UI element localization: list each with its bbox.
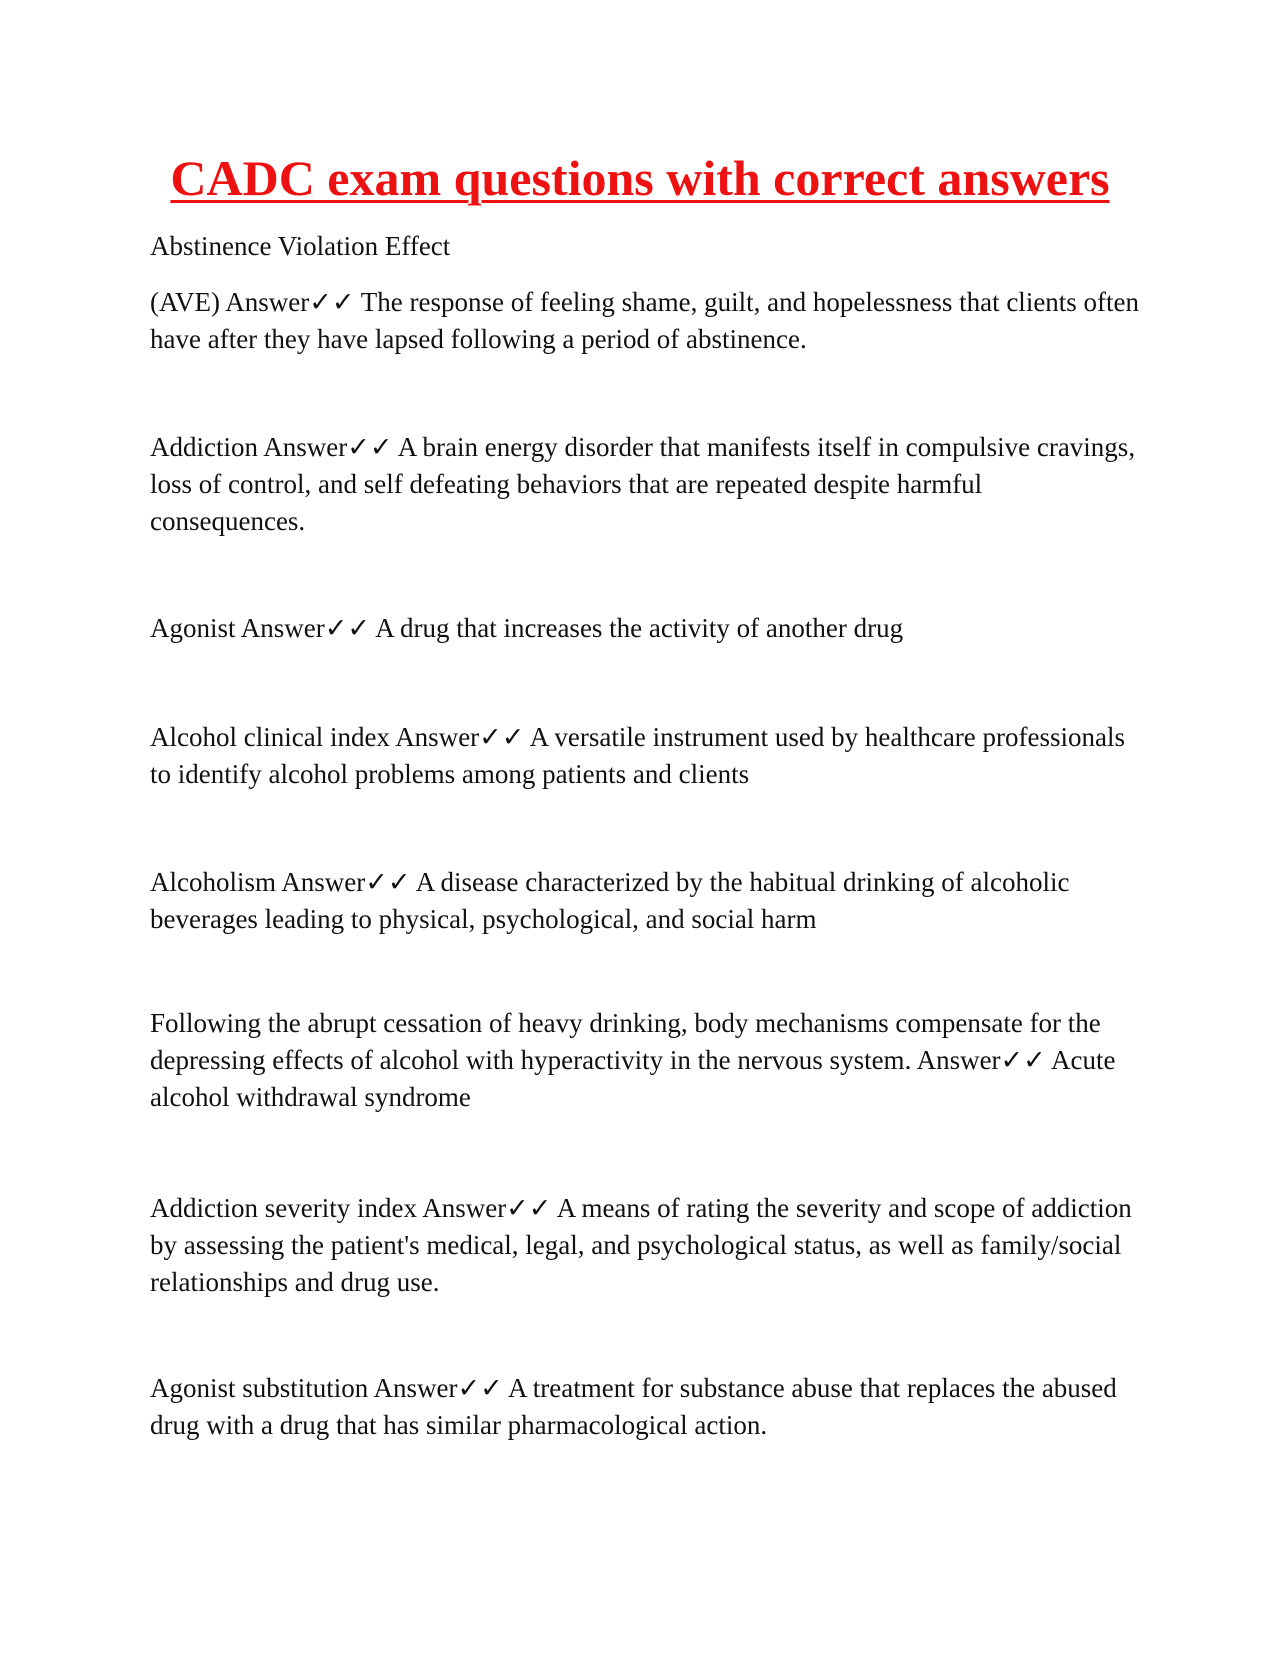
paragraph-ave-answer: (AVE) Answer✓✓ The response of feeling shame, guilt, and hopelessness that clients often have after they have lapsed following a period of abstinence. [150,287,1140,354]
paragraph-acute-withdrawal: Following the abrupt cessation of heavy drinking, body mechanisms compensate for the depressing effects of alcohol with hyperactivity in the nervous system. Answer✓✓ Acute alcohol withdrawal syndrome [150,1008,1116,1112]
paragraph-agonist-substitution: Agonist substitution Answer✓✓ A treatment for substance abuse that replaces the abused drug with a drug that has similar pharmacological action. [150,1373,1117,1440]
paragraph-addiction-severity-index: Addiction severity index Answer✓✓ A means of rating the severity and scope of addiction by assessing the patient's medical, legal, and psychological status, as well as family/social relationships and drug use. [150,1193,1132,1297]
document-title: CADC exam questions with correct answers [170,150,1110,206]
paragraph-alcoholism: Alcoholism Answer✓✓ A disease characterized by the habitual drinking of alcoholic beverages leading to physical, psychological, and social harm [150,867,1070,934]
paragraph-addiction: Addiction Answer✓✓ A brain energy disorder that manifests itself in compulsive cravings, loss of control, and self defeating behaviors that are repeated despite harmful consequences. [150,432,1136,536]
paragraph-abstinence-violation-effect: Abstinence Violation Effect [150,231,451,261]
paragraph-alcohol-clinical-index: Alcohol clinical index Answer✓✓ A versatile instrument used by healthcare professionals to identify alcohol problems among patients and clients [150,722,1126,789]
paragraph-agonist: Agonist Answer✓✓ A drug that increases the activity of another drug [150,613,904,643]
